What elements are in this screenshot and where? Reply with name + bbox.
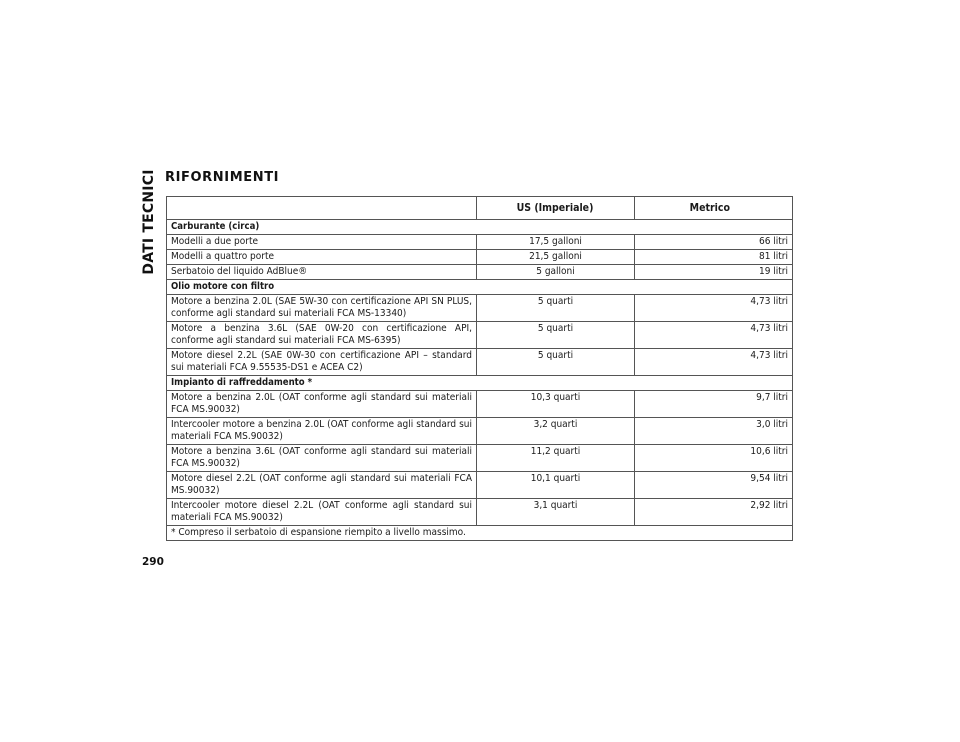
cell-us: 21,5 galloni — [477, 250, 635, 265]
cell-metric: 9,54 litri — [635, 472, 793, 499]
cell-metric: 4,73 litri — [635, 295, 793, 322]
side-section-tab-label: DATI TECNICI — [141, 169, 157, 275]
cell-description: Motore a benzina 3.6L (OAT conforme agli standard sui materiali FCA MS.90032) — [167, 445, 477, 472]
cell-description: Modelli a due porte — [167, 235, 477, 250]
footnote-row — [167, 526, 793, 541]
cell-metric: 3,0 litri — [635, 418, 793, 445]
cell-description: Serbatoio del liquido AdBlue® — [167, 265, 477, 280]
cell-us: 5 quarti — [477, 349, 635, 376]
table-row — [167, 265, 793, 280]
table-row — [167, 472, 793, 499]
cell-us: 10,1 quarti — [477, 472, 635, 499]
cell-metric: 66 litri — [635, 235, 793, 250]
group-row — [167, 376, 793, 391]
cell-description: Motore diesel 2.2L (SAE 0W-30 con certificazione API – standard sui materiali FCA 9.55535-DS1 e ACEA C2) — [167, 349, 477, 376]
cell-us: 10,3 quarti — [477, 391, 635, 418]
table-row — [167, 418, 793, 445]
table-header-row — [167, 197, 793, 220]
cell-description: Motore a benzina 2.0L (OAT conforme agli standard sui materiali FCA MS.90032) — [167, 391, 477, 418]
header-description — [167, 197, 477, 220]
cell-metric: 9,7 litri — [635, 391, 793, 418]
cell-us: 5 galloni — [477, 265, 635, 280]
table-row — [167, 295, 793, 322]
cell-metric: 10,6 litri — [635, 445, 793, 472]
cell-us: 11,2 quarti — [477, 445, 635, 472]
cell-metric: 19 litri — [635, 265, 793, 280]
table-row — [167, 445, 793, 472]
section-title: RIFORNIMENTI — [165, 170, 280, 185]
cell-metric: 2,92 litri — [635, 499, 793, 526]
group-row — [167, 220, 793, 235]
cell-description: Motore diesel 2.2L (OAT conforme agli standard sui materiali FCA MS.90032) — [167, 472, 477, 499]
cell-description: Motore a benzina 2.0L (SAE 5W-30 con certificazione API SN PLUS, conforme agli standard sui materiali FCA MS-13340) — [167, 295, 477, 322]
cell-metric: 81 litri — [635, 250, 793, 265]
table-header — [167, 197, 793, 220]
cell-us: 5 quarti — [477, 322, 635, 349]
table-footnote: * Compreso il serbatoio di espansione riempito a livello massimo. — [167, 526, 793, 541]
table-row — [167, 499, 793, 526]
cell-description: Modelli a quattro porte — [167, 250, 477, 265]
side-section-tab — [141, 171, 157, 273]
cell-metric: 4,73 litri — [635, 322, 793, 349]
cell-metric: 4,73 litri — [635, 349, 793, 376]
table-row — [167, 322, 793, 349]
cell-us: 3,1 quarti — [477, 499, 635, 526]
page-number: 290 — [142, 556, 164, 568]
cell-us: 5 quarti — [477, 295, 635, 322]
table-row — [167, 391, 793, 418]
capacities-table — [166, 196, 793, 541]
group-row — [167, 280, 793, 295]
group-title: Impianto di raffreddamento * — [167, 376, 793, 391]
cell-description: Intercooler motore diesel 2.2L (OAT conforme agli standard sui materiali FCA MS.90032) — [167, 499, 477, 526]
group-title: Carburante (circa) — [167, 220, 793, 235]
table-row — [167, 235, 793, 250]
cell-us: 17,5 galloni — [477, 235, 635, 250]
table-body — [167, 220, 793, 541]
group-title: Olio motore con filtro — [167, 280, 793, 295]
table-row — [167, 250, 793, 265]
header-metric: Metrico — [635, 197, 793, 220]
cell-description: Motore a benzina 3.6L (SAE 0W-20 con certificazione API, conforme agli standard sui materiali FCA MS-6395) — [167, 322, 477, 349]
table-row — [167, 349, 793, 376]
cell-description: Intercooler motore a benzina 2.0L (OAT conforme agli standard sui materiali FCA MS.90032) — [167, 418, 477, 445]
cell-us: 3,2 quarti — [477, 418, 635, 445]
header-us: US (Imperiale) — [477, 197, 635, 220]
